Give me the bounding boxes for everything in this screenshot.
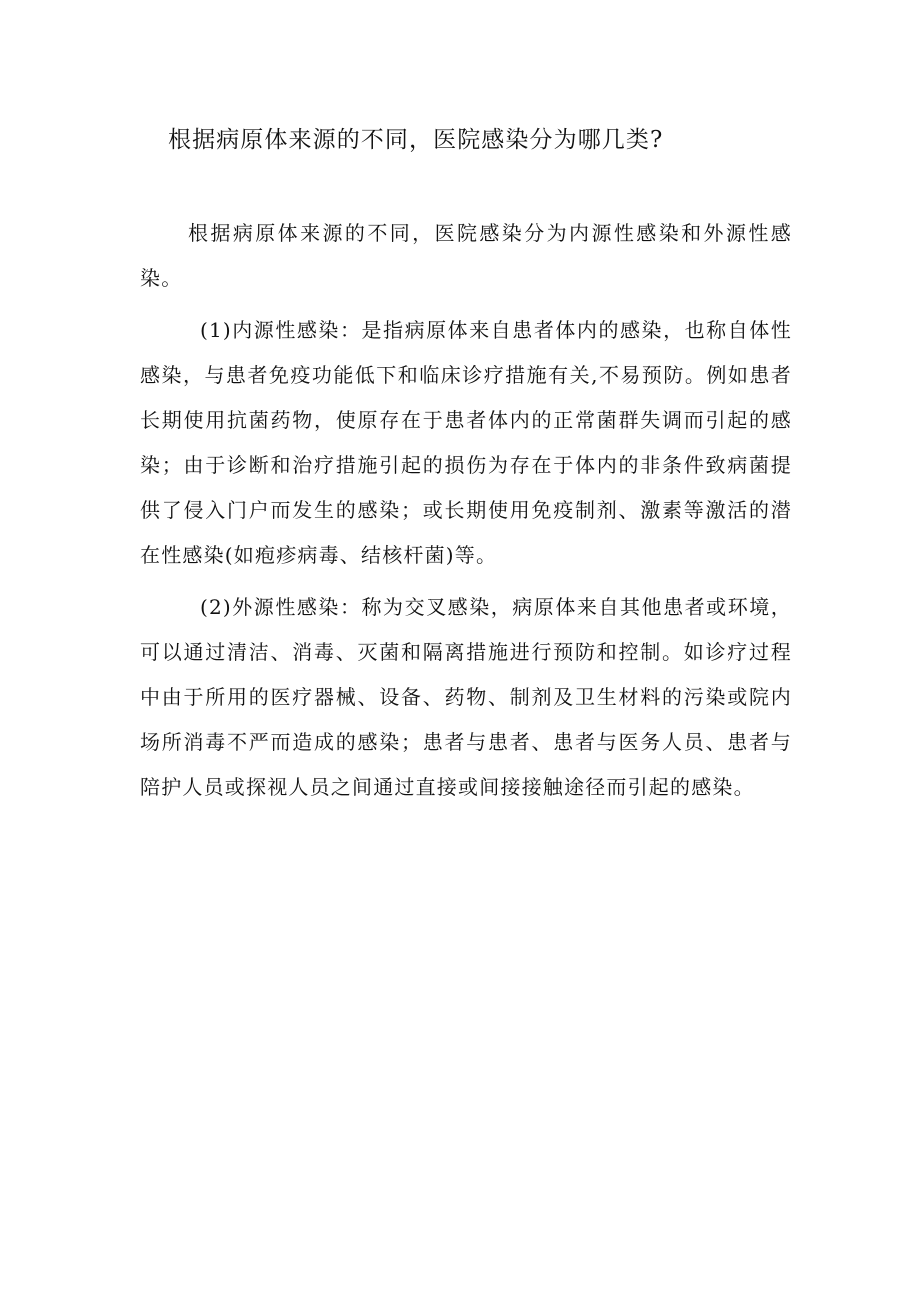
endogenous-infection-paragraph: (1)内源性感染：是指病原体来自患者体内的感染，也称自体性感染，与患者免疫功能低下和临床诊疗措施有关,不易预防。例如患者长期使用抗菌药物，使原存在于患者体内的正常菌群失调而引起的感染；由于诊断和治疗措施引起的损伤为存在于体内的非条件致病菌提供了侵入门户而发生的感染；或长期使用免疫制剂、激素等激活的潜在性感染(如疱疹病毒、结核杆菌)等。 — [140, 318, 792, 567]
intro-paragraph: 根据病原体来源的不同，医院感染分为内源性感染和外源性感染。 — [140, 221, 792, 290]
exogenous-infection-paragraph: (2)外源性感染：称为交叉感染，病原体来自其他患者或环境，可以通过清洁、消毒、灭菌和隔离措施进行预防和控制。如诊疗过程中由于所用的医疗器械、设备、药物、制剂及卫生材料的污染或院内场所消毒不严而造成的感染；患者与患者、患者与医务人员、患者与陪护人员或探视人员之间通过直接或间接接触途径而引起的感染。 — [140, 595, 792, 799]
document-title: 根据病原体来源的不同，医院感染分为哪几类? — [168, 127, 664, 153]
document-body — [140, 211, 792, 810]
